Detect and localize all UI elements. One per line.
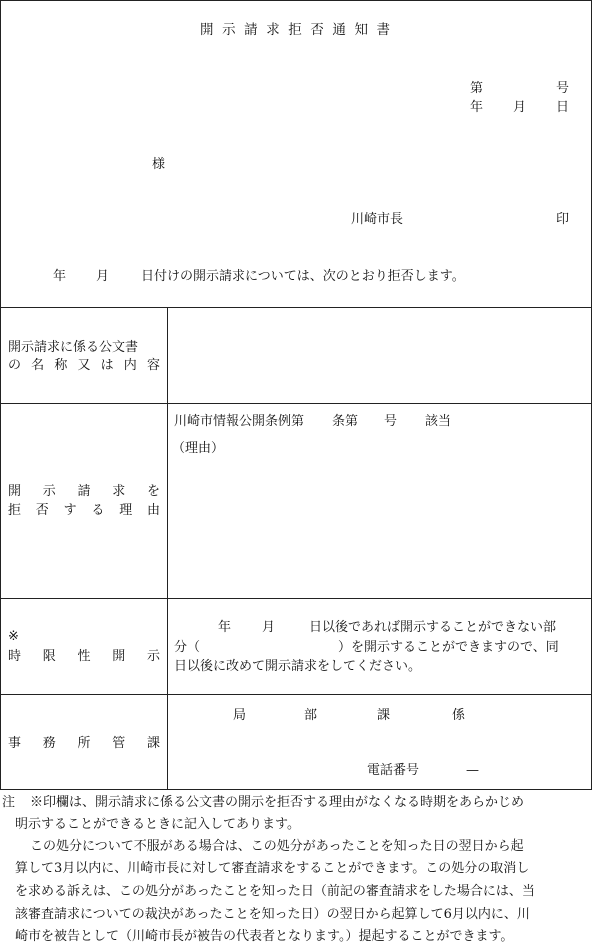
number-label-dai: 第 [470,81,484,96]
org-unit-department: 部 [304,708,318,723]
row3-mark: ※ [8,629,19,644]
issuer-name: 川崎市長 [351,212,404,227]
intro-text: 日付けの開示請求については、次のとおり拒否します。 [141,269,465,284]
notes-line-3: この処分について不服がある場合は、この処分があったことを知った日の翌日から起 [30,839,524,854]
row3-label: 時 限 性 開 示 [8,649,160,664]
document-title: 開 示 請 求 拒 否 通 知 書 [200,22,390,38]
row-divider-3 [0,694,592,695]
seal-mark: 印 [556,212,570,227]
row-divider-1 [0,403,592,404]
org-unit-section: 係 [452,708,466,723]
notes-prefix: 注 [2,795,16,810]
table-top-border [0,307,592,308]
notes-line-4: 算して3月以内に、川崎市長に対して審査請求をすることができます。この処分の取消し [15,861,530,876]
row3-month-label: 月 [262,620,276,635]
date-label-year: 年 [470,100,484,115]
phone-dash: — [466,763,479,778]
ordinance-clause: 川崎市情報公開条例第 条第 号 該当 [174,414,452,429]
row4-label: 事 務 所 管 課 [8,736,160,751]
intro-year-label: 年 [53,269,67,284]
notes-line-1: ※印欄は、開示請求に係る公文書の開示を拒否する理由がなくなる時期をあらかじめ [30,795,525,810]
notes-line-2: 明示することができるときに記入してあります。 [15,817,300,832]
notes-line-7: 崎市を被告として（川崎市長が被告の代表者となります。）提起することができます。 [15,929,514,944]
row3-year-label: 年 [218,620,232,635]
org-unit-bureau: 局 [233,708,247,723]
row1-label-line2: の 名 称 又 は 内 容 [8,358,160,373]
column-divider [167,307,168,790]
row2-label-line2: 拒 否 す る 理 由 [8,503,160,518]
addressee-suffix: 様 [152,157,166,172]
intro-month-label: 月 [96,269,110,284]
frame-left-border [0,0,1,790]
row2-label-line1: 開 示 請 求 を [8,484,160,499]
reason-label: （理由） [172,441,225,456]
notes-line-6: 該審査請求についての裁決があったことを知った日）の翌日から起算して6月以内に、川 [15,907,530,922]
frame-bottom-border [0,789,592,790]
row3-content-line2-open: 分（ [174,640,201,655]
row-divider-2 [0,598,592,599]
row3-content-line1: 日以後であれば開示することができない部 [309,620,557,635]
row3-content-line3: 日以後に改めて開示請求をしてください。 [174,659,422,674]
date-label-day: 日 [556,100,570,115]
org-unit-division: 課 [377,708,391,723]
row3-content-line2-rest: ）を開示することができますので、同 [338,640,559,655]
phone-label: 電話番号 [367,763,420,778]
notes-line-5: を求める訴えは、この処分があったことを知った日（前記の審査請求をした場合には、当 [15,884,535,899]
date-label-month: 月 [513,100,527,115]
frame-top-border [0,0,592,1]
number-label-go: 号 [556,81,570,96]
row1-label-line1: 開示請求に係る公文書 [8,340,139,355]
